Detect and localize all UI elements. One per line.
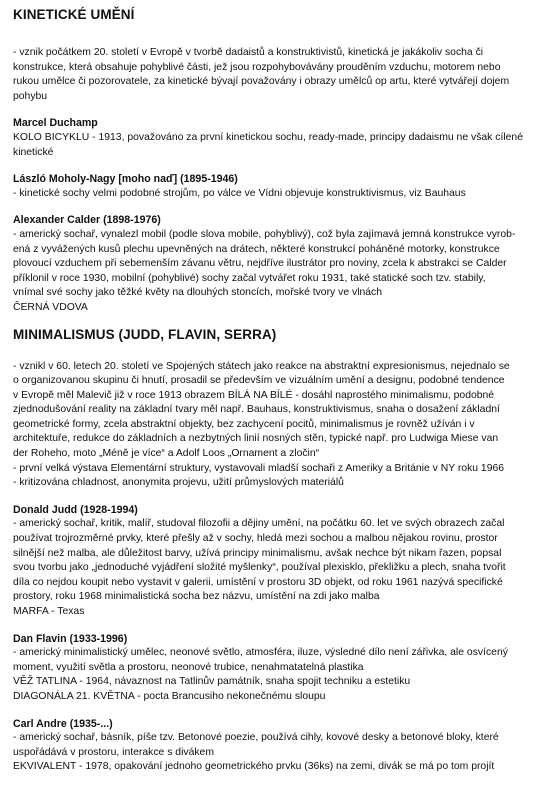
text-line: používat trojrozměrné prvky, které přešly až v sochy, hledá mezi sochou a malbou nějakou rovinu, prostor	[13, 533, 498, 545]
text-line: pohybu	[13, 90, 48, 102]
section-intro-minimalismus	[13, 360, 541, 491]
text-line: EKVIVALENT - 1978, opakování jednoho geometrického prvku (36ks) na zemi, divák se má po tom projít	[13, 761, 495, 773]
text-line: geometrické formy, zcela abstraktní objekty, bez zachycení pocitů, minimalismus je rovněž užíván i v	[13, 418, 475, 430]
text-line: - americký minimalistický umělec, neonové světlo, atmosféra, iluze, výsledné dílo není zářivka, ale osvícený	[13, 647, 508, 659]
text-line: - americký sochař, kritik, malíř, studoval filozofii a dějiny umění, na počátku 60. let ve svých obrazech začal	[13, 518, 505, 530]
text-line: silnější než malba, ale důležitost barvy, užívá principy minimalismu, avšak nechce být nikam řazen, popsal	[13, 547, 502, 559]
text-line: DIAGONÁLA 21. KVĚTNA - pocta Brancusiho nekonečnému sloupu	[13, 690, 326, 702]
text-line: KOLO BICYKLU - 1913, považováno za první kinetickou sochu, ready-made, principy dadaismu ne však cílené	[13, 131, 523, 143]
artist-block-flavin	[13, 632, 541, 705]
artist-block-moholy-nagy	[13, 172, 541, 201]
text-line: zjednodušování reality na základní tvary měl např. Bauhaus, konstruktivismus, snaha o dosažení základní	[13, 404, 500, 416]
section-title-kineticke-umeni: KINETICKÉ UMĚNÍ	[13, 7, 135, 22]
text-line: - první velká výstava Elementární struktury, vystavovali mladší sochaři z Ameriky a Británie v NY roku 1966	[13, 462, 505, 474]
text-line: - americký sochař, vynalezl mobil (podle slova mobile, pohyblivý), což byla zajímavá jemná konstrukce vyrob-	[13, 228, 516, 240]
section-title-minimalismus: MINIMALISMUS (JUDD, FLAVIN, SERRA)	[13, 326, 277, 342]
text-line: VĚŽ TATLINA - 1964, návaznost na Tatlinův památník, snaha spojit techniku a estetiku	[13, 676, 411, 688]
artist-block-calder	[13, 213, 541, 315]
text-line: v Evropě měl Malevič již v roce 1913 obrazem BÍLÁ NA BÍLÉ - dosáhl naprostého minimalismu, podobné	[13, 389, 495, 401]
artist-name: Carl Andre (1935-...)	[13, 717, 113, 730]
artist-name: Alexander Calder (1898-1976)	[13, 214, 161, 227]
text-line: rukou umělce či pozorovatele, za kinetické bývají považovány i obrazy umělců op artu, které vytvářejí dojem	[13, 76, 510, 88]
artist-block-duchamp	[13, 116, 541, 160]
text-line: - vznikl v 60. letech 20. století ve Spojených státech jako reakce na abstraktní expresionismus, nejednalo se	[13, 360, 510, 372]
artist-block-andre	[13, 717, 541, 775]
text-line: svou tvorbu jako „jednoduché vyjádření složité myšlenky“, používal plexisklo, překližku a plech, snaha tvořit	[13, 562, 506, 574]
section-intro-kineticke	[13, 46, 541, 104]
text-line: - americký sochař, básník, píše tzv. Betonové poezie, používá cihly, kovové desky a betonové bloky, které	[13, 732, 499, 744]
text-line: moment, využití světla a prostoru, neonové trubice, nenahmatatelná plastika	[13, 661, 364, 673]
text-line: MARFA - Texas	[13, 606, 85, 617]
text-line: vnímal své sochy jako těžké květy na dlouhých stoncích, mořské tvory ve vlnách	[13, 287, 383, 299]
text-line: der Roheho, moto „Méně je více“ a Adolf Loos „Ornament a zločin“	[13, 448, 320, 460]
text-line: prostory, roku 1968 minimalistická socha bez názvu, umístění na zdi jako malba	[13, 591, 380, 603]
text-line: kinetické	[13, 146, 54, 158]
text-line: konstrukce, která obsahuje pohyblivé části, jež jsou rozpohybovávány prouděním vzduchu, motorem nebo	[13, 61, 501, 73]
text-line: ČERNÁ VDOVA	[13, 301, 88, 313]
text-line: ená z vyvážených kusů plechu upevněných na drátech, některé konstrukcí poháněné motorky, konstrukce	[13, 243, 500, 255]
text-line: - kritizována chladnost, anonymita projevu, užití průmyslových materiálů	[13, 477, 344, 489]
artist-name: Donald Judd (1928-1994)	[13, 503, 138, 516]
text-line: o organizovanou skupinu či hnutí, prosadil se především ve vizuálním umění a designu, podobné tendence	[13, 375, 505, 387]
artist-block-judd	[13, 503, 541, 620]
text-line: uspořádává v prostoru, interakce s divákem	[13, 746, 214, 758]
artist-name: Dan Flavin (1933-1996)	[13, 632, 128, 645]
artist-name: Marcel Duchamp	[13, 117, 98, 130]
text-line: - vznik počátkem 20. století v Evropě v tvorbě dadaistů a konstruktivistů, kinetická je jakákoliv socha či	[13, 47, 484, 58]
text-line: díla co nejdou koupit nebo vystavit v galerii, umístění v prostoru 3D objekt, od roku 1961 nazývá specifické	[13, 576, 503, 588]
text-line: - kinetické sochy velmi podobné strojům, po válce ve Vídni objevuje konstruktivismus, viz Bauhaus	[13, 187, 466, 199]
text-line: příklonil v roce 1930, mobilní (pohyblivé) sochy začal vytvářet roku 1931, také statické soch tzv. stabily,	[13, 272, 486, 284]
text-line: architektuře, redukce do základních a nezbytných linií nosných stěn, typické např. pro Ludwiga Miese van	[13, 433, 499, 445]
artist-name: László Moholy-Nagy [moho naď] (1895-1946)	[13, 173, 238, 186]
text-line: plovoucí vzduchem při sebemenším závanu větru, nejdříve ilustrátor pro noviny, zcela k abstrakci se Calder	[13, 258, 507, 270]
